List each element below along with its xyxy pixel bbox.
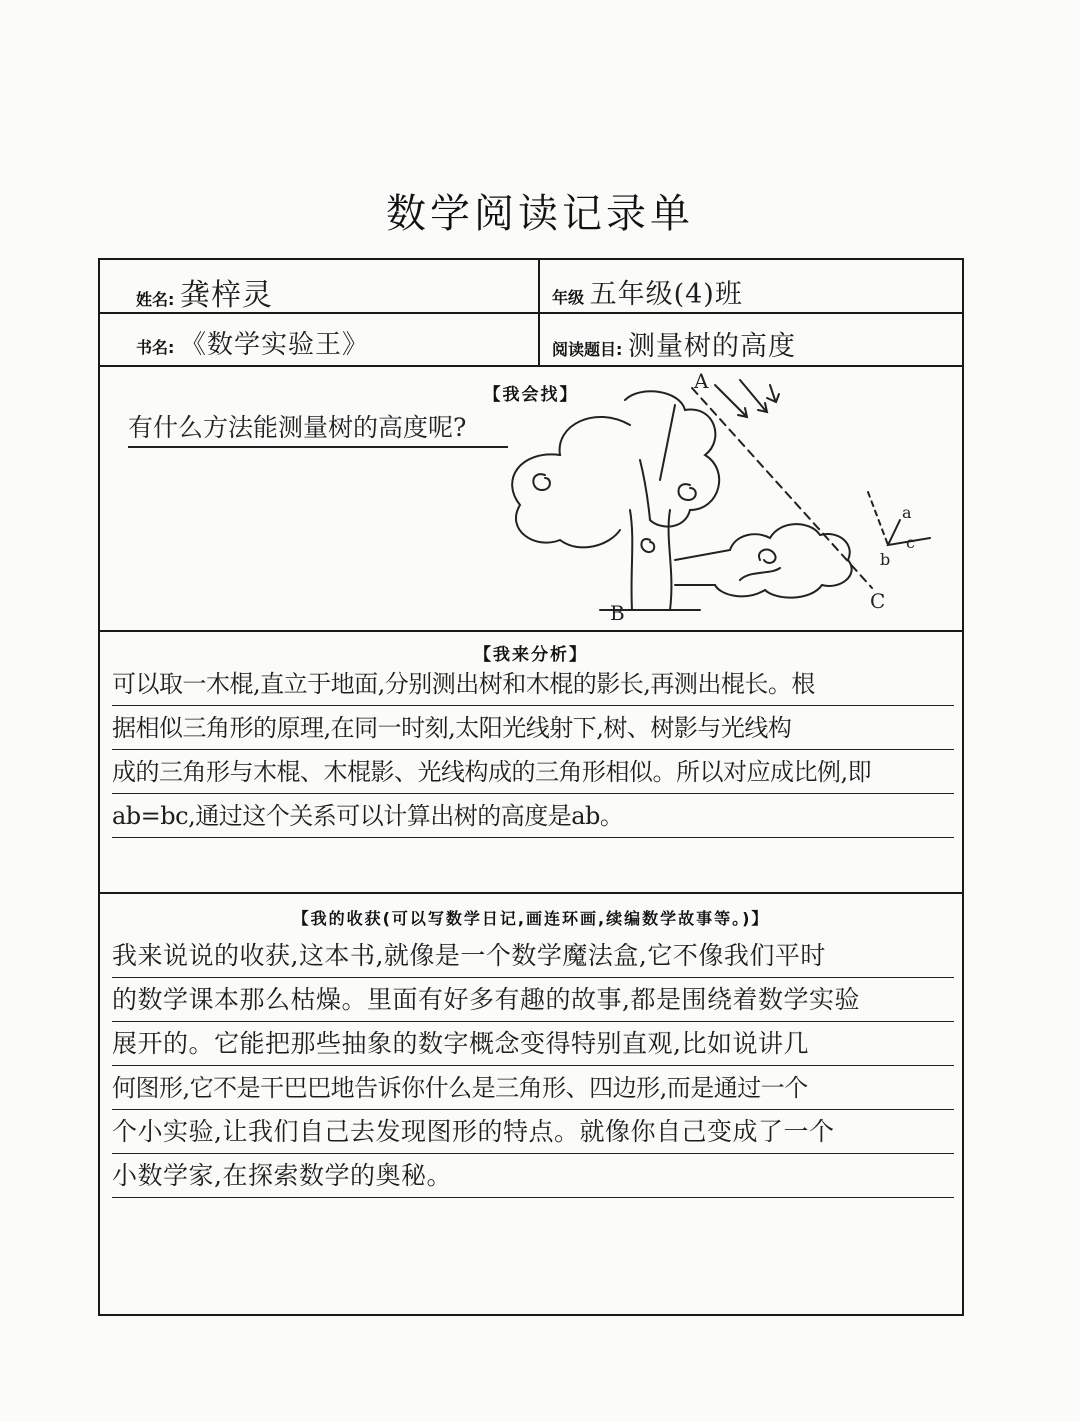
grade-value: 五年级(4)班 (589, 279, 743, 310)
label-A: A (694, 369, 709, 393)
label-C: C (870, 589, 886, 613)
find-heading: 【我会找】 (483, 385, 579, 405)
analysis-line: 可以取一木棍,直立于地面,分别测出树和木棍的影长,再测出棍长。根 (112, 662, 954, 706)
book-cell (136, 324, 369, 361)
harvest-line: 个小实验,让我们自己去发现图形的特点。就像你自己变成了一个 (112, 1110, 954, 1154)
page-title: 数学阅读记录单 (386, 191, 694, 237)
analysis-heading: 【我来分析】 (474, 645, 588, 665)
name-cell (136, 270, 273, 314)
harvest-heading: 【我的收获(可以写数学日记,画连环画,续编数学故事等。)】 (292, 909, 770, 928)
book-value: 《数学实验王》 (179, 330, 369, 360)
grade-cell (552, 272, 743, 311)
topic-cell (552, 324, 796, 363)
find-question: 有什么方法能测量树的高度呢? (128, 408, 508, 448)
harvest-line: 展开的。它能把那些抽象的数字概念变得特别直观,比如说讲几 (112, 1022, 954, 1066)
label-b: b (880, 550, 891, 569)
harvest-line: 何图形,它不是干巴巴地告诉你什么是三角形、四边形,而是通过一个 (112, 1066, 954, 1110)
harvest-line: 的数学课本那么枯燥。里面有好多有趣的故事,都是围绕着数学实验 (112, 978, 954, 1022)
harvest-line: 我来说说的收获,这本书,就像是一个数学魔法盒,它不像我们平时 (112, 934, 954, 978)
book-label: 书名: (136, 338, 175, 357)
topic-value: 测量树的高度 (627, 331, 796, 362)
harvest-line: 小数学家,在探索数学的奥秘。 (112, 1154, 954, 1198)
analysis-line: ab=bc,通过这个关系可以计算出树的高度是ab。 (112, 794, 954, 838)
divider (100, 892, 962, 894)
grade-label: 年级 (552, 288, 585, 307)
name-value: 龚梓灵 (179, 278, 273, 313)
harvest-lines (112, 934, 954, 1198)
topic-label: 阅读题目: (552, 340, 623, 359)
label-a: a (902, 503, 912, 522)
analysis-line: 据相似三角形的原理,在同一时刻,太阳光线射下,树、树影与光线构 (112, 706, 954, 750)
divider (538, 260, 540, 365)
analysis-lines (112, 662, 954, 838)
tree-shadow-sketch (470, 369, 915, 625)
divider (100, 630, 962, 632)
divider (100, 365, 962, 367)
analysis-line: 成的三角形与木棍、木棍影、光线构成的三角形相似。所以对应成比例,即 (112, 750, 954, 794)
label-B: B (610, 601, 625, 625)
label-c: c (906, 533, 915, 552)
record-sheet (98, 258, 964, 1316)
name-label: 姓名: (136, 290, 175, 309)
